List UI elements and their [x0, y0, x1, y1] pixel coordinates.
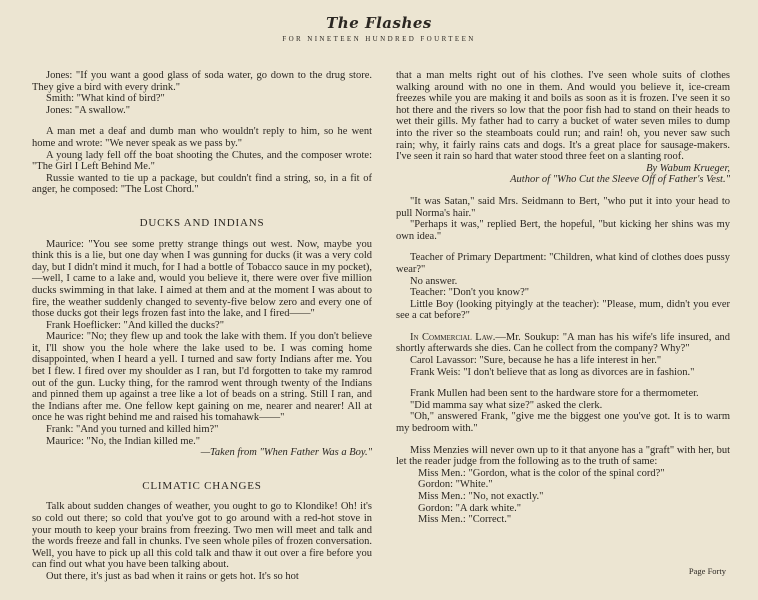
chutes-joke: A young lady fell off the boat shooting the Chutes, and the composer wrote: "The Girl I Left Behind Me."	[32, 149, 372, 173]
commercial-law-text: —Mr. Soukup: "A man has his wife's life insured, and shortly afterwards she dies. Can he collect from the company? Why?"	[396, 331, 730, 355]
page-header	[0, 14, 758, 43]
mullen-joke: Frank Mullen had been sent to the hardware store for a thermometer.	[410, 388, 699, 400]
masthead-title: The Flashes	[326, 14, 432, 32]
menzies-intro: Miss Menzies will never own up to it that anyone has a "graft" with her, but let the reader judge from the following as to the truth of same:	[396, 444, 730, 468]
masthead-subtitle: FOR NINETEEN HUNDRED FOURTEEN	[282, 35, 476, 43]
weis-reply: Frank Weis: "I don't believe that as long as divorces are in fashion."	[410, 366, 695, 378]
dialogue-line-5: Miss Men.: "Correct."	[418, 514, 512, 526]
little-boy-reply: Little Boy (looking pityingly at the teacher): "Please, mum, didn't you ever see a cat before?"	[396, 298, 730, 322]
deaf-joke: A man met a deaf and dumb man who wouldn't reply to him, so he went home and wrote: "We never speak as we pass by."	[32, 126, 372, 149]
russie-joke: Russie wanted to tie up a package, but couldn't find a string, so, in a fit of anger, he composed: "The Lost Chord."	[32, 172, 372, 196]
teacher-question: Teacher of Primary Department: "Children, what kind of clothes does pussy wear?"	[396, 252, 730, 275]
ducks-heading: DUCKS AND INDIANS	[139, 216, 265, 229]
climatic-heading: CLIMATIC CHANGES	[142, 479, 262, 492]
climatic-continued: that a man melts right out of his clothes. I've seen whole suits of clothes walking around with no one in them. And would you believe it, ice-cream freezes while you are making it and boils as soon as it is frozen. I've seen it so hot there and the rivers so low that the poor fish had to stand on their heads to wet their gills. My father had to carry a bucket of water seven miles to dump into the river so the steamboats could run; and rain! oh, you never saw such rain; why, it fairly rains cats and dogs. It's a great place for sausage-makers. I've seen it rain so hard that water stood three feet on a slanting roof.	[396, 70, 730, 163]
clerk-question: "Did mamma say what size?" asked the clerk.	[410, 399, 603, 411]
satan-joke: "It was Satan," said Mrs. Seidmann to Bert, "who put it into your head to pull Norma's hair."	[396, 195, 730, 219]
frank-line-1: Frank Hoeflicker: "And killed the ducks?"	[46, 319, 224, 331]
commercial-law-label: In Commercial Law.	[410, 331, 496, 343]
out-there-paragraph: Out there, it's just as bad when it rains or gets hot. It's so hot	[46, 570, 299, 582]
dialogue-line-3: Miss Men.: "No, not exactly."	[418, 491, 544, 502]
dialogue-line-2: Gordon: "White."	[418, 479, 493, 491]
klondike-paragraph: Talk about sudden changes of weather, you ought to go to Klondike! Oh! it's so cold out there; so cold that you've got to go around with a red-hot stove in your mouth to keep your brains from freezing. Two men will meet and talk and the words freeze and fall in chunks. I've seen whole piles of frozen conversation. Well, you have to pick up all this cold talk and thaw it out over a fire before you can find out what you have been talking about.	[32, 501, 372, 571]
maurice-line-3: Maurice: "No, the Indian killed me."	[46, 435, 201, 447]
frank-answer: "Oh," answered Frank, "give me the biggest one you've got. It is to warm my bedroom with."	[396, 411, 730, 435]
ducks-credit: —Taken from "When Father Was a Boy."	[200, 447, 372, 459]
maurice-paragraph-2: Maurice: "No; they flew up and took the lake with them. If you don't believe it, I'll show you the hole where the lake used to be. I was coming home disappointed, when I heard a yell. I turned and saw forty Indians after me. You bet I flew. I fired over my shoulder as I ran, but I'd forgotten to take my ramrod out of the gun. Lucky thing, for the ramrod went through twenty of the Indians and pinned them up against a tree like a lot of beads on a string. Still I ran, and the Indians after me. One fellow kept gaining on me, nearer and nearer! All at once he was right behind me and raised his tomahawk——"	[32, 331, 372, 424]
perhaps-reply: "Perhaps it was," replied Bert, the hopeful, "but kicking her shins was my own idea."	[396, 219, 730, 242]
byline: By Wabum Krueger,	[646, 162, 730, 174]
jones-joke-line-1: Jones: "If you want a good glass of soda water, go down to the drug store. They give a bird with every drink."	[32, 70, 372, 93]
jones-joke-line-2: Jones: "A swallow."	[46, 104, 131, 116]
commercial-law-joke	[396, 332, 730, 355]
no-answer: No answer.	[410, 275, 458, 287]
dialogue-line-1: Miss Men.: "Gordon, what is the color of the spinal cord?"	[418, 467, 665, 479]
dialogue-line-4: Gordon: "A dark white."	[418, 502, 522, 514]
left-column	[32, 70, 372, 583]
smith-line: Smith: "What kind of bird?"	[46, 93, 165, 105]
carol-reply: Carol Lavassor: "Sure, because he has a life interest in her."	[410, 355, 662, 367]
author-credit: Author of "Who Cut the Sleeve Off of Father's Vest."	[510, 174, 730, 186]
teacher-followup: Teacher: "Don't you know?"	[410, 287, 530, 299]
page-number: Page Forty	[688, 566, 726, 576]
frank-line-2: Frank: "And you turned and killed him?"	[46, 424, 219, 436]
right-column	[396, 70, 730, 526]
maurice-paragraph-1: Maurice: "You see some pretty strange things out west. Now, maybe you think this is a lie, but one day when I was gunning for ducks (it was a very cold day, but I didn't mind it much, for I had a bottle of Tobacco sauce in my pocket),—well, I came to a lake and, would you believe it, there were over five million ducks swimming in that lake. I aimed at them and at the moment I was about to fire, the weather suddenly changed to seventy-five below zero and every one of those ducks got their legs frozen fast into the lake, and I fired——"	[32, 238, 372, 320]
